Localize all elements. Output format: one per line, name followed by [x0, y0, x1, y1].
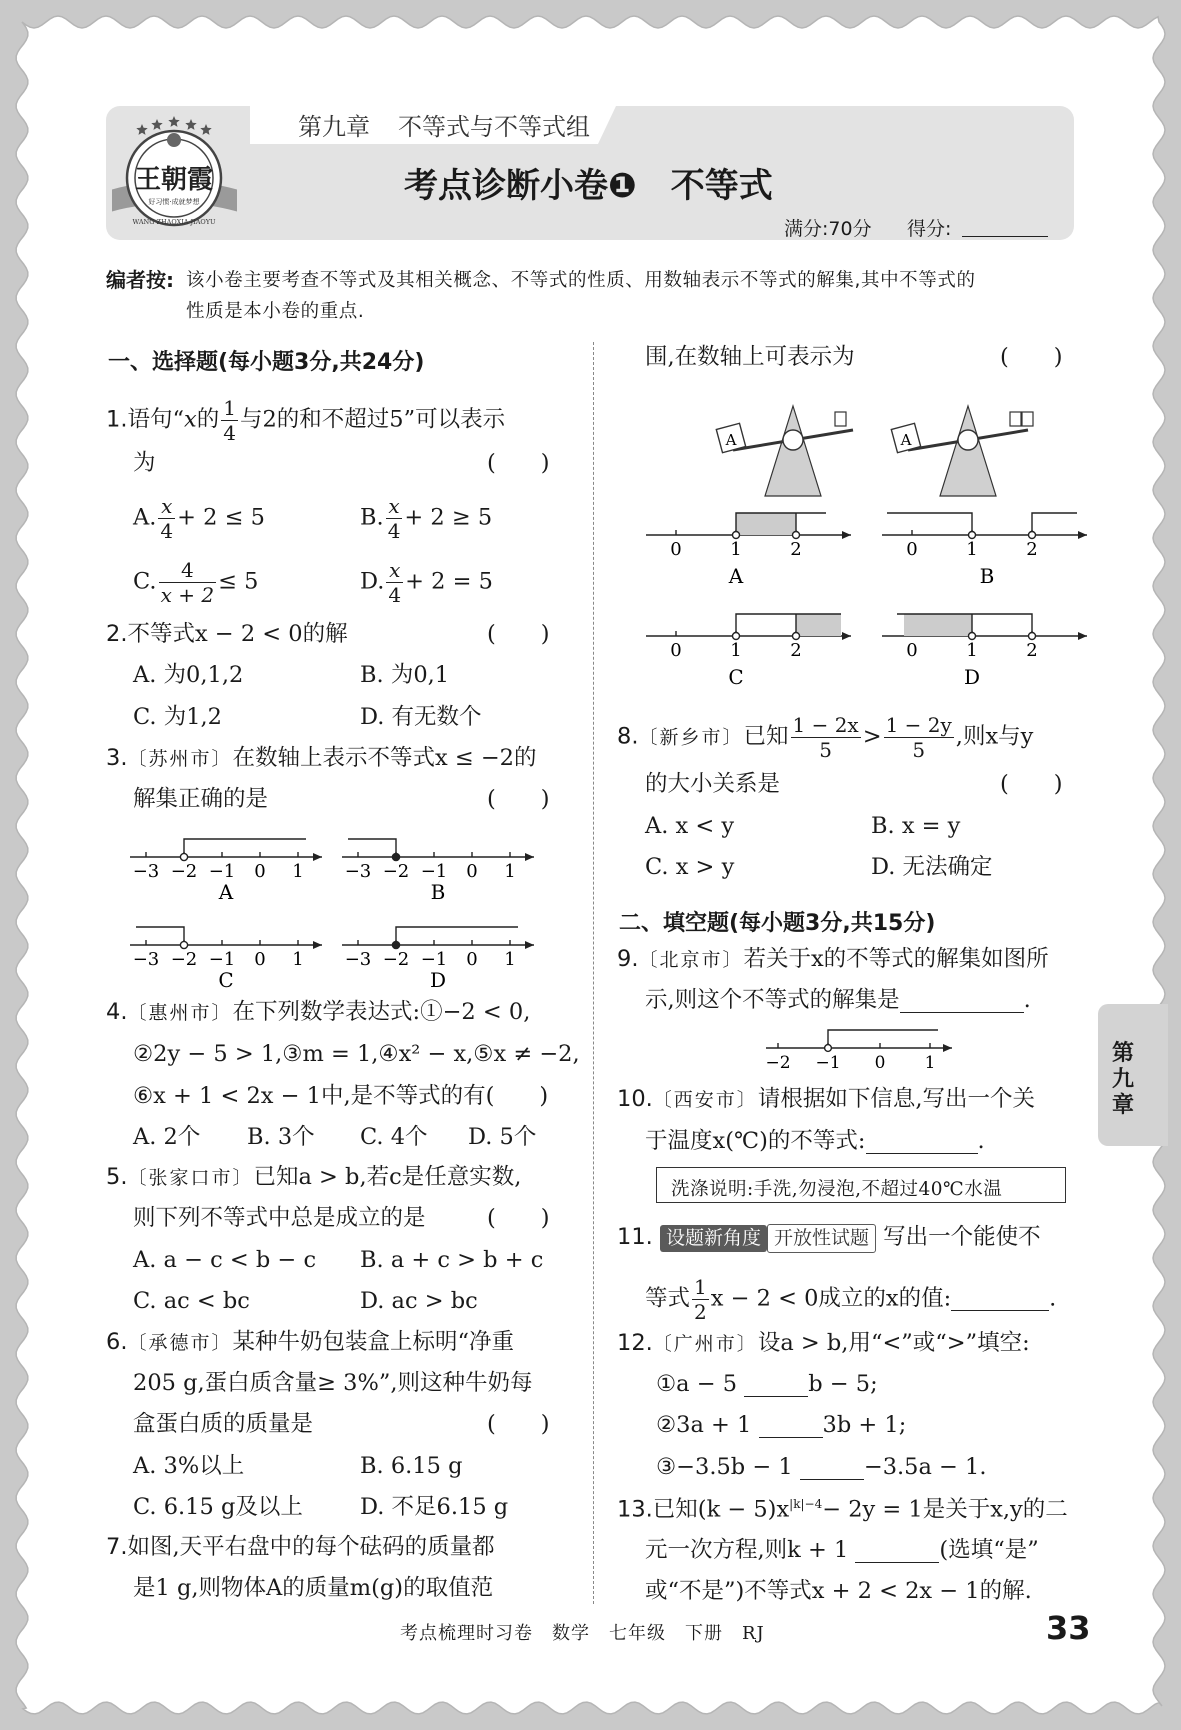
q6-option-c[interactable]: C. 6.15 g及以上 — [133, 1494, 303, 1520]
q7-line-b-tick-label: 2 — [1026, 539, 1038, 560]
q7-balance-left-pivot — [783, 430, 803, 450]
q7-line-d-shade — [904, 614, 972, 636]
side-tab-char-3: 章 — [1112, 1093, 1135, 1118]
q3-line-a-label: A — [218, 880, 234, 904]
q3-line-b-tick-label: −3 — [344, 861, 372, 882]
q4-line2: ②2y − 5 > 1,③m = 1,④x² − x,⑤x ≠ −2, — [133, 1041, 580, 1067]
q10-line2: 于温度x(℃)的不等式: . — [645, 1128, 985, 1154]
q3-line-d-tick-label: −2 — [382, 949, 410, 970]
q3-line-b-label: B — [430, 880, 446, 904]
q3-line-b-tick-label: 1 — [504, 861, 516, 882]
q3-line-a-tick-label: −1 — [208, 861, 236, 882]
q1-answer-paren[interactable]: ( ) — [487, 450, 550, 476]
q7-line-d-endpoint — [1029, 633, 1036, 640]
q3-line-d-endpoint — [392, 941, 399, 948]
q3-line-d-label: D — [429, 968, 447, 992]
q5-option-c[interactable]: C. ac < bc — [133, 1288, 250, 1314]
q3-line-b-ray — [348, 839, 396, 857]
q10-washing-label-box: 洗涤说明:手洗,勿浸泡,不超过40℃水温 — [656, 1167, 1066, 1203]
q7-line-d-arrow — [1078, 632, 1087, 640]
q7-balance-right-pivot — [958, 430, 978, 450]
q3-line-b-tick-label: −1 — [420, 861, 448, 882]
q3-line-c-endpoint — [180, 941, 187, 948]
q4-line3[interactable]: ⑥x + 1 < 2x − 1中,是不等式的有( ) — [133, 1083, 549, 1109]
q7-answer-paren[interactable]: ( ) — [1000, 344, 1063, 370]
q8-option-b[interactable]: B. x = y — [871, 813, 961, 839]
logo-star — [185, 119, 196, 130]
q12-item3: ③−3.5b − 1 −3.5a − 1. — [656, 1454, 987, 1480]
q11-tag-open-question: 开放性试题 — [767, 1224, 876, 1253]
editor-note-line1: 该小卷主要考查不等式及其相关概念、不等式的性质、用数轴表示不等式的解集,其中不等式的 — [186, 270, 976, 291]
q8-answer-paren[interactable]: ( ) — [1000, 771, 1063, 797]
q7-line-b-arrow — [1078, 531, 1087, 539]
q3-line-d-ray — [396, 927, 518, 945]
q13-line3: 或“不是”)不等式x + 2 < 2x − 1的解. — [645, 1578, 1032, 1604]
q7-line-b-tick-label: 0 — [906, 539, 918, 560]
q2-option-a[interactable]: A. 为0,1,2 — [133, 662, 244, 688]
q7-line-d-tick-label: 2 — [1026, 640, 1038, 661]
q9-number-line — [760, 1024, 960, 1074]
q7-line-d-label: D — [963, 665, 981, 689]
q7-line-c-endpoint — [733, 633, 740, 640]
q3-line-a-tick-label: 0 — [254, 861, 266, 882]
logo-star — [200, 124, 211, 135]
q7-line-a-endpoint — [733, 532, 740, 539]
q7-balance-right-weight — [1022, 412, 1033, 426]
q6-line1: 6.〔承德市〕某种牛奶包装盒上标明“净重 — [106, 1329, 514, 1355]
score-label: 得分: — [907, 218, 952, 240]
q7-line-a-tick-label: 0 — [670, 539, 682, 560]
q9-line-arrow — [943, 1044, 952, 1052]
full-score: 满分:70分 — [784, 218, 872, 240]
q7-line-b-tick-label: 1 — [966, 539, 978, 560]
brand-logo — [112, 116, 237, 231]
q1-number: 1. — [106, 406, 128, 433]
q1-option-a[interactable]: A. $\frac{x}{4}$ + 2 ≤ 5 — [133, 494, 265, 543]
q3-stem: 3.〔苏州市〕在数轴上表示不等式x ≤ −2的 — [106, 745, 537, 771]
q7-line3: 围,在数轴上可表示为 — [645, 344, 855, 370]
q3-line-a-tick-label: −2 — [170, 861, 198, 882]
q3-line-d-tick-label: −1 — [420, 949, 448, 970]
q3-line-c-ray — [136, 927, 184, 945]
q8-option-a[interactable]: A. x < y — [645, 813, 735, 839]
q12-item1: ①a − 5 b − 5; — [656, 1371, 878, 1397]
q3-line-a-ray — [184, 839, 306, 857]
q3-line-c-tick-label: 0 — [254, 949, 266, 970]
q3-line-a-endpoint — [180, 853, 187, 860]
q6-line3: 盒蛋白质的质量是 — [133, 1411, 314, 1437]
q8-line1: 8.〔新乡市〕已知 $\frac{1 - 2x}{5}$ > $\frac{1 - 2y}{5}$ ,则x与y — [617, 713, 1034, 762]
q9-line-tick-label: −2 — [765, 1053, 791, 1073]
q2-option-d[interactable]: D. 有无数个 — [360, 704, 482, 730]
editor-note-line2: 性质是本小卷的重点. — [186, 301, 365, 322]
q7-line-a-endpoint — [793, 532, 800, 539]
logo-motto: 好习惯·成就梦想 — [148, 198, 200, 206]
q9-line-tick-label: 0 — [874, 1053, 886, 1073]
q11-answer-blank[interactable] — [951, 1288, 1049, 1312]
q7-line-a-arrow — [842, 531, 851, 539]
q4-option-d[interactable]: D. 5个 — [468, 1124, 537, 1150]
q7-line-d-tick-label: 1 — [966, 640, 978, 661]
q9-answer-blank[interactable] — [900, 989, 1024, 1013]
q2-option-c[interactable]: C. 为1,2 — [133, 704, 223, 730]
q3-answer-paren[interactable]: ( ) — [487, 786, 550, 812]
chapter-title: 不等式与不等式组 — [398, 113, 590, 141]
q5-answer-paren[interactable]: ( ) — [487, 1205, 550, 1231]
side-tab-char-2: 九 — [1112, 1067, 1135, 1092]
q11-line2: 等式 $\frac{1}{2}$ x − 2 < 0成立的x的值: . — [645, 1275, 1057, 1324]
logo-name: 王朝霞 — [134, 165, 214, 195]
chapter-label: 第九章 — [298, 113, 370, 141]
q12-blank-2[interactable] — [759, 1414, 823, 1438]
q3-line-d-arrow — [525, 941, 534, 949]
q3-line-a-arrow — [313, 853, 322, 861]
q3-line-a-tick-label: 1 — [292, 861, 304, 882]
q1-option-b[interactable]: B. $\frac{x}{4}$ + 2 ≥ 5 — [360, 494, 493, 543]
q3-line-d-tick-label: 0 — [466, 949, 478, 970]
q1-stem-line2: 为 — [133, 450, 156, 476]
q9-line2: 示,则这个不等式的解集是 . — [645, 987, 1031, 1013]
q7-line-c-label: C — [728, 665, 744, 689]
q7-line-b-endpoint — [969, 532, 976, 539]
q8-line2: 的大小关系是 — [645, 771, 781, 797]
q6-answer-paren[interactable]: ( ) — [487, 1411, 550, 1437]
q7-balance-left-weight — [835, 412, 846, 426]
q1-option-d[interactable]: D. $\frac{x}{4}$ + 2 = 5 — [360, 558, 493, 607]
q7-line1: 7.如图,天平右盘中的每个砝码的质量都 — [106, 1534, 495, 1560]
q3-line-b-tick-label: −2 — [382, 861, 410, 882]
q11-tag-new-angle: 设题新角度 — [660, 1225, 767, 1252]
q3-line-d-tick-label: 1 — [504, 949, 516, 970]
logo-star — [151, 119, 162, 130]
q8-option-d[interactable]: D. 无法确定 — [871, 854, 993, 880]
q7-line-c-shade — [796, 614, 841, 636]
logo-ring-text: WANG ZHAOXIA JIAOYU — [132, 218, 216, 226]
q7-line-a-label: A — [728, 564, 744, 588]
q5-line1: 5.〔张家口市〕已知a > b,若c是任意实数, — [106, 1164, 522, 1190]
q7-balance-left-stand — [765, 406, 821, 496]
q4-option-c[interactable]: C. 4个 — [360, 1124, 428, 1150]
q3-line-c-tick-label: −2 — [170, 949, 198, 970]
logo-star — [168, 116, 179, 127]
q3-line-c-label: C — [218, 968, 234, 992]
q12-blank-3[interactable] — [800, 1456, 864, 1480]
q2-option-b[interactable]: B. 为0,1 — [360, 662, 450, 688]
q7-line-c-tick-label: 0 — [670, 640, 682, 661]
q7-line-b-label: B — [979, 564, 995, 588]
q6-option-b[interactable]: B. 6.15 g — [360, 1453, 463, 1479]
q6-option-d[interactable]: D. 不足6.15 g — [360, 1494, 509, 1520]
q7-line-b-endpoint — [1029, 532, 1036, 539]
q7-balance-left-object-label: A — [725, 431, 737, 449]
q6-option-a[interactable]: A. 3%以上 — [133, 1453, 245, 1479]
q1-stem: 1.语句“x的 $\frac{1}{4}$ 与2的和不超过5”可以表示 — [106, 396, 506, 445]
q3-line-b-tick-label: 0 — [466, 861, 478, 882]
score-blank[interactable] — [962, 236, 1048, 237]
q3-line-c-tick-label: 1 — [292, 949, 304, 970]
q3-line-a-tick-label: −3 — [132, 861, 160, 882]
q1-option-c[interactable]: C. $\frac{4}{x + 2}$ ≤ 5 — [133, 558, 259, 607]
q2-answer-paren[interactable]: ( ) — [487, 621, 550, 647]
q13-answer-blank[interactable] — [855, 1539, 939, 1563]
editor-note-label: 编者按: — [106, 268, 174, 292]
q13-line1: 13.已知$(k - 5)x^{|k|-4}- 2y = 1$是关于x,y的二 — [617, 1496, 1068, 1523]
q9-line-endpoint — [825, 1045, 832, 1052]
page-number: 33 — [1046, 1609, 1091, 1647]
q13-line2: 元一次方程,则k + 1 (选填“是” — [645, 1537, 1039, 1563]
q7-line-d-endpoint — [969, 633, 976, 640]
q7-line-c-tick-label: 1 — [730, 640, 742, 661]
section2-title: 二、填空题(每小题3分,共15分) — [619, 911, 936, 936]
q3-line-c-tick-label: −3 — [132, 949, 160, 970]
q2-stem: 2.不等式x − 2 < 0的解 — [106, 621, 348, 647]
column-divider — [593, 342, 594, 1604]
q4-option-b[interactable]: B. 3个 — [247, 1124, 315, 1150]
q9-line1: 9.〔北京市〕若关于x的不等式的解集如图所 — [617, 946, 1049, 972]
section1-title: 一、选择题(每小题3分,共24分) — [108, 350, 425, 375]
page-title: 考点诊断小卷❶ 不等式 — [404, 166, 773, 206]
q4-line1: 4.〔惠州市〕在下列数学表达式:①−2 < 0, — [106, 999, 531, 1025]
q5-line2: 则下列不等式中总是成立的是 — [133, 1205, 426, 1231]
q7-line-b-ray — [887, 513, 972, 535]
q7-line-a-tick-label: 1 — [730, 539, 742, 560]
q3-line-c-tick-label: −1 — [208, 949, 236, 970]
q10-line1: 10.〔西安市〕请根据如下信息,写出一个关 — [617, 1086, 1035, 1112]
q3-stem-line2: 解集正确的是 — [133, 786, 269, 812]
q7-balance-right-weight — [1010, 412, 1021, 426]
q7-line-c-arrow — [842, 632, 851, 640]
footer-text: 考点梳理时习卷 数学 七年级 下册 RJ — [400, 1623, 765, 1644]
q3-line-c-arrow — [313, 941, 322, 949]
q7-line-a-tick-label: 2 — [790, 539, 802, 560]
q5-option-b[interactable]: B. a + c > b + c — [360, 1247, 544, 1273]
q8-option-c[interactable]: C. x > y — [645, 854, 735, 880]
q12-item2: ②3a + 1 3b + 1; — [656, 1412, 907, 1438]
q9-line-tick-label: 1 — [924, 1053, 936, 1073]
q7-line-c-endpoint — [793, 633, 800, 640]
q7-line-c-tick-label: 2 — [790, 640, 802, 661]
q6-line2: 205 g,蛋白质含量≥ 3%”,则这种牛奶每 — [133, 1370, 533, 1396]
q7-balance-right-stand — [940, 406, 996, 496]
q3-line-d-tick-label: −3 — [344, 949, 372, 970]
q3-line-b-endpoint — [392, 853, 399, 860]
q5-option-d[interactable]: D. ac > bc — [360, 1288, 478, 1314]
logo-star — [136, 124, 147, 135]
q7-line-b-ray2 — [1032, 513, 1077, 535]
q3-number-line-options[interactable] — [110, 812, 560, 1012]
q12-blank-1[interactable] — [744, 1373, 808, 1397]
q10-answer-blank[interactable] — [866, 1130, 978, 1154]
q7-line-a-shade — [736, 513, 796, 535]
q9-line-tick-label: −1 — [815, 1053, 841, 1073]
q7-line-d-tick-label: 0 — [906, 640, 918, 661]
q7-line2: 是1 g,则物体A的质量m(g)的取值范 — [133, 1575, 494, 1601]
q7-balance-figures[interactable] — [638, 378, 1098, 693]
q4-option-a[interactable]: A. 2个 — [133, 1124, 201, 1150]
side-tab-char-1: 第 — [1112, 1041, 1135, 1066]
q12-line1: 12.〔广州市〕设a > b,用“<”或“>”填空: — [617, 1330, 1030, 1356]
q7-balance-right-object-label: A — [900, 431, 912, 449]
q3-line-b-arrow — [525, 853, 534, 861]
q9-line-ray — [828, 1030, 938, 1048]
q5-option-a[interactable]: A. a − c < b − c — [133, 1247, 317, 1273]
q11-line1: 11. 设题新角度 开放性试题 写出一个能使不 — [617, 1224, 1041, 1253]
